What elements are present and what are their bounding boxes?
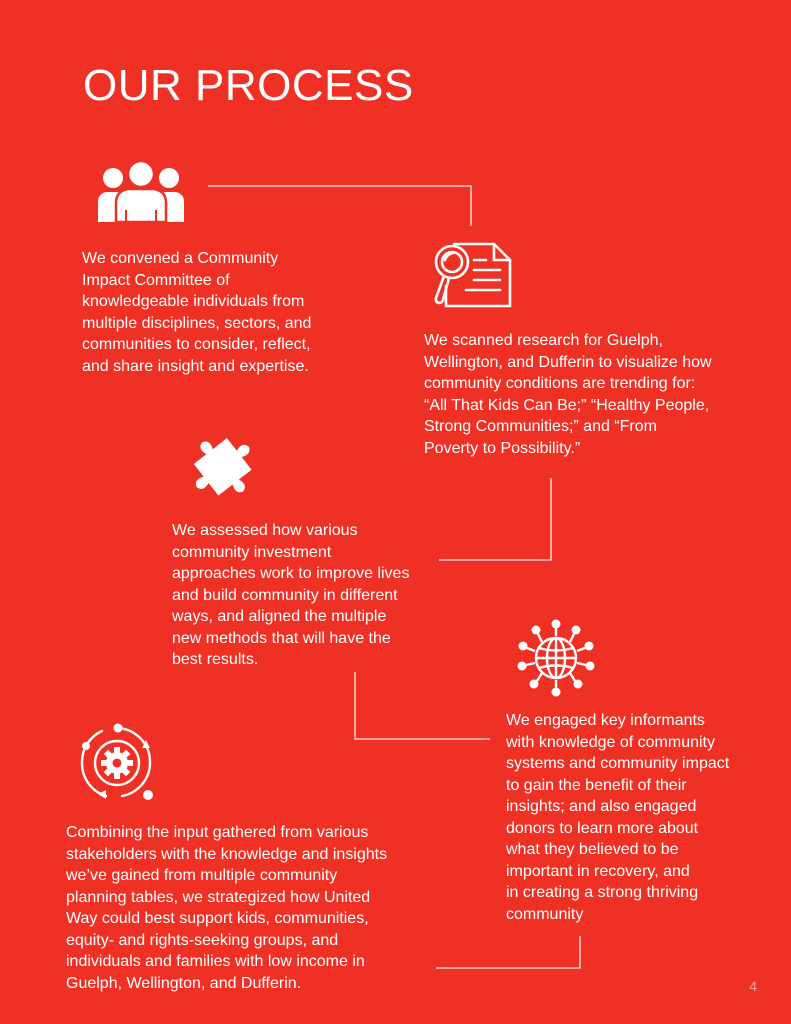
step-5-text: Combining the input gathered from various stakeholders with the knowledge and insights we’ve gained from multiple community planning tables, we strategized how United Way could best support kids, communities, equity- and rights-seeking groups, and individuals and families with low income in Guelph, Wellington, and Dufferin. (66, 824, 388, 992)
people-group-icon (94, 158, 188, 222)
step-4-text: We engaged key informants with knowledge of community systems and community impact to gain the benefit of their insights; and also engaged donors to learn more about what they believed to be important in recovery, and in creating a strong thriving community (506, 712, 730, 923)
puzzle-piece-icon (186, 424, 266, 502)
step-3-text: We assessed how various community investment approaches work to improve lives and build community in different ways, and aligned the multiple new methods that will have the best results. (172, 522, 410, 668)
page-title: OUR PROCESS (83, 61, 414, 110)
step-1-text: We convened a Community Impact Committee of knowledgeable individuals from multiple disciplines, sectors, and communities to consider, reflect, and share insight and expertise. (82, 250, 312, 375)
research-document-icon (430, 240, 514, 310)
step-2-text: We scanned research for Guelph, Wellington, and Dufferin to visualize how community conditions are trending for: “All That Kids Can Be;” “Healthy People, Strong Communities;” and “From Poverty to Possibility.” (424, 332, 712, 457)
page-number: 4 (749, 978, 757, 994)
globe-network-icon (514, 618, 598, 698)
gear-cycle-icon (76, 722, 158, 804)
